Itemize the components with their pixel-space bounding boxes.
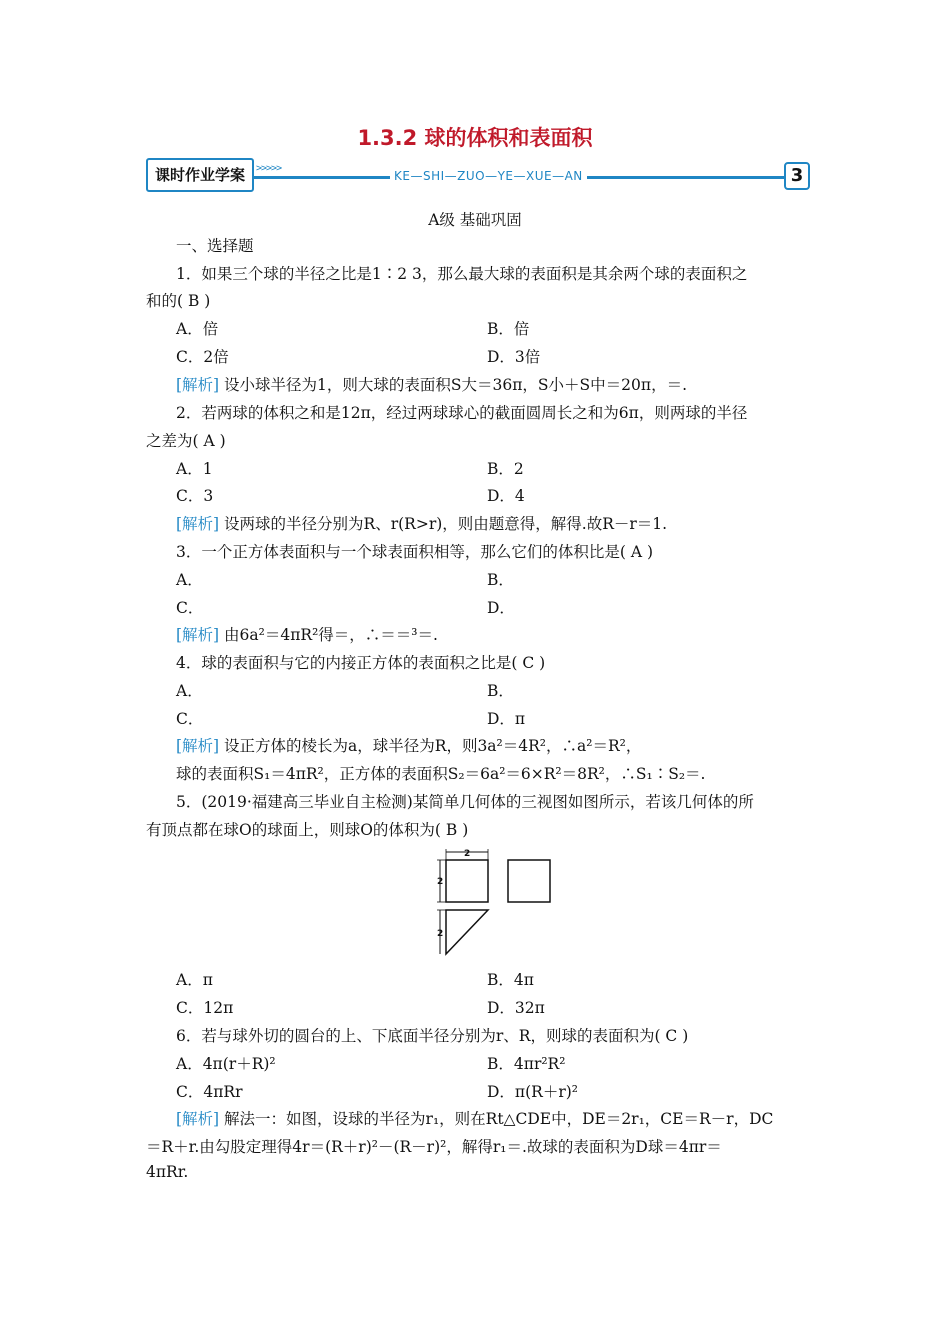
q2-stem-cont: 之差为( A ) bbox=[146, 432, 226, 450]
analysis-tag: [解析] bbox=[176, 376, 220, 394]
q4-option-c: C． bbox=[176, 710, 204, 728]
q5-stem: 5．(2019·福建高三毕业自主检测)某简单几何体的三视图如图所示，若该几何体的所 bbox=[176, 793, 754, 811]
q1-option-d: D．3倍 bbox=[487, 348, 541, 366]
q5-option-d: D．32π bbox=[487, 999, 545, 1017]
q3-stem: 3．一个正方体表面积与一个球表面积相等，那么它们的体积比是( A ) bbox=[176, 543, 654, 561]
analysis-tag: [解析] bbox=[176, 626, 220, 644]
q1-option-c: C．2倍 bbox=[176, 348, 229, 366]
q5-stem-cont: 有顶点都在球O的球面上，则球O的体积为( B ) bbox=[146, 821, 469, 839]
q3-option-c: C． bbox=[176, 599, 204, 617]
q5-option-c: C．12π bbox=[176, 999, 234, 1017]
q1-option-b: B．倍 bbox=[487, 320, 530, 338]
q2-option-b: B．2 bbox=[487, 460, 524, 478]
lesson-banner bbox=[146, 158, 814, 194]
analysis-tag: [解析] bbox=[176, 515, 220, 533]
q6-stem: 6．若与球外切的圆台的上、下底面半径分别为r、R，则球的表面积为( C ) bbox=[176, 1027, 689, 1045]
q1-analysis-text: 设小球半径为1，则大球的表面积S大＝36π，S小＋S中＝20π，＝. bbox=[219, 376, 688, 394]
q2-stem: 2．若两球的体积之和是12π，经过两球球心的截面圆周长之和为6π，则两球的半径 bbox=[176, 404, 748, 422]
q6-option-c: C．4πRr bbox=[176, 1083, 243, 1101]
banner-number: 3 bbox=[784, 162, 810, 190]
analysis-tag: [解析] bbox=[176, 737, 220, 755]
page-title: 1.3.2 球的体积和表面积 bbox=[357, 126, 593, 150]
q1-stem-cont: 和的( B ) bbox=[146, 292, 211, 310]
q2-option-c: C．3 bbox=[176, 487, 214, 505]
q6-option-a: A．4π(r＋R)² bbox=[176, 1055, 276, 1073]
banner-label: 课时作业学案 bbox=[146, 158, 254, 192]
dim-label-top: 2 bbox=[464, 849, 471, 859]
q2-option-a: A．1 bbox=[176, 460, 213, 478]
q4-option-b: B． bbox=[487, 682, 514, 700]
q4-option-a: A． bbox=[176, 682, 203, 700]
q6-analysis-text: 解法一：如图，设球的半径为r₁，则在Rt△CDE中，DE＝2r₁，CE＝R－r，DC bbox=[219, 1110, 774, 1128]
side-view-square bbox=[508, 860, 550, 902]
q5-option-a: A．π bbox=[176, 971, 213, 989]
q3-analysis bbox=[176, 623, 438, 645]
level-heading: A级 基础巩固 bbox=[428, 211, 522, 229]
q4-option-d: D．π bbox=[487, 710, 526, 728]
q6-analysis-cont: ＝R＋r.由勾股定理得4r＝(R＋r)²－(R－r)²，解得r₁＝.故球的表面积为D球＝4πr＝ bbox=[146, 1138, 722, 1156]
q6-option-b: B．4πr²R² bbox=[487, 1055, 566, 1073]
q2-analysis-text: 设两球的半径分别为R、r(R>r)，则由题意得，解得.故R－r＝1. bbox=[219, 515, 668, 533]
q4-analysis-cont: 球的表面积S₁＝4πR²，正方体的表面积S₂＝6a²＝6×R²＝8R²，∴S₁∶S₂＝. bbox=[176, 765, 706, 783]
q6-analysis bbox=[176, 1107, 773, 1129]
q1-stem: 1．如果三个球的半径之比是1∶2 3，那么最大球的表面积是其余两个球的表面积之 bbox=[176, 265, 748, 283]
front-view-square bbox=[446, 860, 488, 902]
q6-analysis-end: 4πRr. bbox=[146, 1163, 189, 1181]
dim-label-left: 2 bbox=[437, 877, 444, 887]
section-heading: 一、选择题 bbox=[176, 237, 254, 255]
analysis-tag: [解析] bbox=[176, 1110, 220, 1128]
banner-pinyin: KE—SHI—ZUO—YE—XUE—AN bbox=[390, 169, 587, 183]
q1-option-a: A．倍 bbox=[176, 320, 219, 338]
q5-option-b: B．4π bbox=[487, 971, 534, 989]
q6-option-d: D．π(R＋r)² bbox=[487, 1083, 579, 1101]
q3-analysis-text: 由6a²＝4πR²得＝，∴＝＝³＝. bbox=[219, 626, 438, 644]
q4-stem: 4．球的表面积与它的内接正方体的表面积之比是( C ) bbox=[176, 654, 546, 672]
q4-analysis bbox=[176, 734, 641, 756]
three-view-figure bbox=[428, 848, 558, 960]
q3-option-b: B． bbox=[487, 571, 514, 589]
q1-analysis bbox=[176, 373, 687, 395]
top-view-triangle bbox=[446, 910, 488, 954]
q3-option-d: D． bbox=[487, 599, 515, 617]
q2-option-d: D．4 bbox=[487, 487, 525, 505]
banner-arrows: >>>>> bbox=[256, 163, 282, 174]
q4-analysis-text: 设正方体的棱长为a，球半径为R，则3a²＝4R²，∴a²＝R²， bbox=[219, 737, 642, 755]
dim-label-bottom: 2 bbox=[437, 929, 444, 939]
q2-analysis bbox=[176, 512, 667, 534]
q3-option-a: A． bbox=[176, 571, 203, 589]
